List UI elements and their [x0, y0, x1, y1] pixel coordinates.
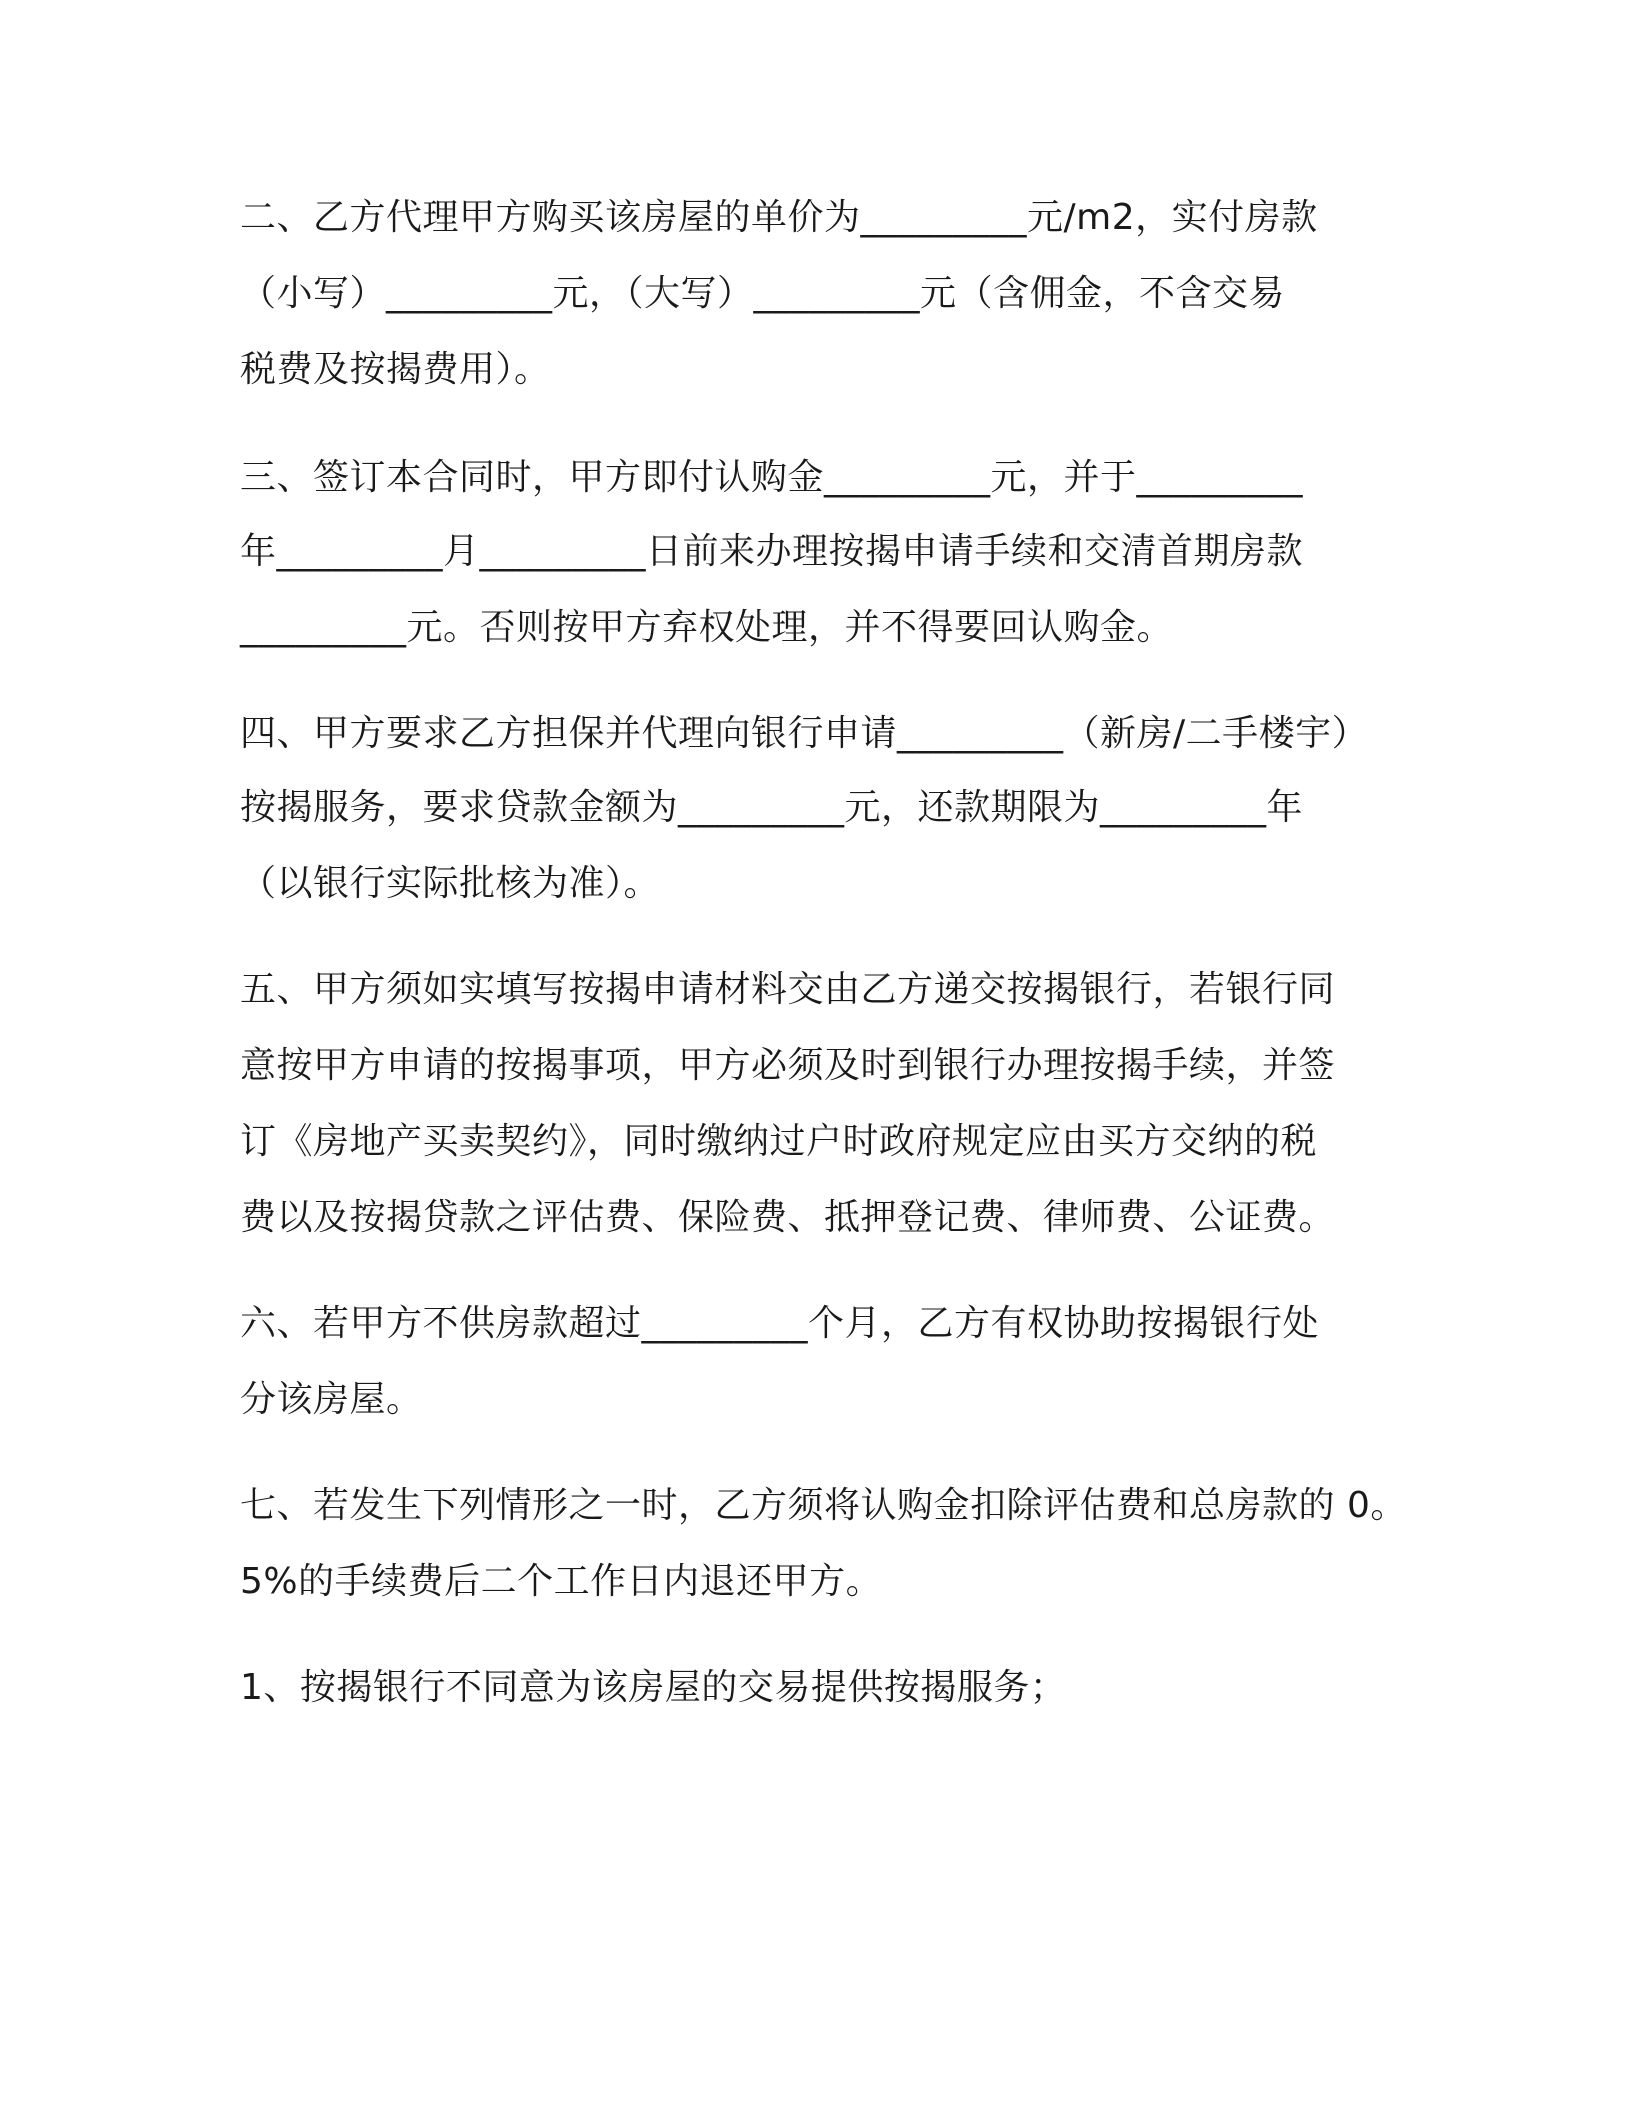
clause-2-line-2: （小写）_________元，（大写）_________元（含佣金，不含交易 — [240, 273, 1286, 314]
clause-2-line-3: 税费及按揭费用）。 — [240, 349, 551, 390]
clause-6-line-1: 六、若甲方不供房款超过_________个月，乙方有权协助按揭银行处 — [240, 1303, 1320, 1344]
clause-5-line-4: 费以及按揭贷款之评估费、保险费、抵押登记费、律师费、公证费。 — [240, 1197, 1336, 1238]
clause-7-line-2: 5%的手续费后二个工作日内退还甲方。 — [240, 1561, 883, 1602]
clause-2-line-1: 二、乙方代理甲方购买该房屋的单价为_________元/m2，实付房款 — [240, 197, 1318, 238]
clause-6-line-2: 分该房屋。 — [240, 1379, 423, 1420]
clause-5-line-3: 订《房地产买卖契约》，同时缴纳过户时政府规定应由买方交纳的税 — [240, 1121, 1318, 1162]
clause-7-line-1: 七、若发生下列情形之一时，乙方须将认购金扣除评估费和总房款的 0。 — [240, 1485, 1407, 1526]
clause-3-line-3: _________元。否则按甲方弃权处理，并不得要回认购金。 — [240, 607, 1174, 648]
clause-3-line-1: 三、签订本合同时，甲方即付认购金_________元，并于_________ — [240, 457, 1304, 498]
item-1-line-1: 1、按揭银行不同意为该房屋的交易提供按揭服务； — [240, 1667, 1067, 1708]
clause-4-line-1: 四、甲方要求乙方担保并代理向银行申请_________（新房/二手楼宇） — [240, 713, 1369, 754]
clause-4-line-3: （以银行实际批核为准）。 — [240, 863, 661, 904]
clause-5-line-1: 五、甲方须如实填写按揭申请材料交由乙方递交按揭银行，若银行同 — [240, 969, 1336, 1010]
clause-3-line-2: 年_________月_________日前来办理按揭申请手续和交清首期房款 — [240, 531, 1304, 572]
clause-5-line-2: 意按甲方申请的按揭事项，甲方必须及时到银行办理按揭手续，并签 — [240, 1045, 1336, 1086]
clause-4-line-2: 按揭服务，要求贷款金额为_________元，还款期限为_________年 — [240, 787, 1304, 828]
